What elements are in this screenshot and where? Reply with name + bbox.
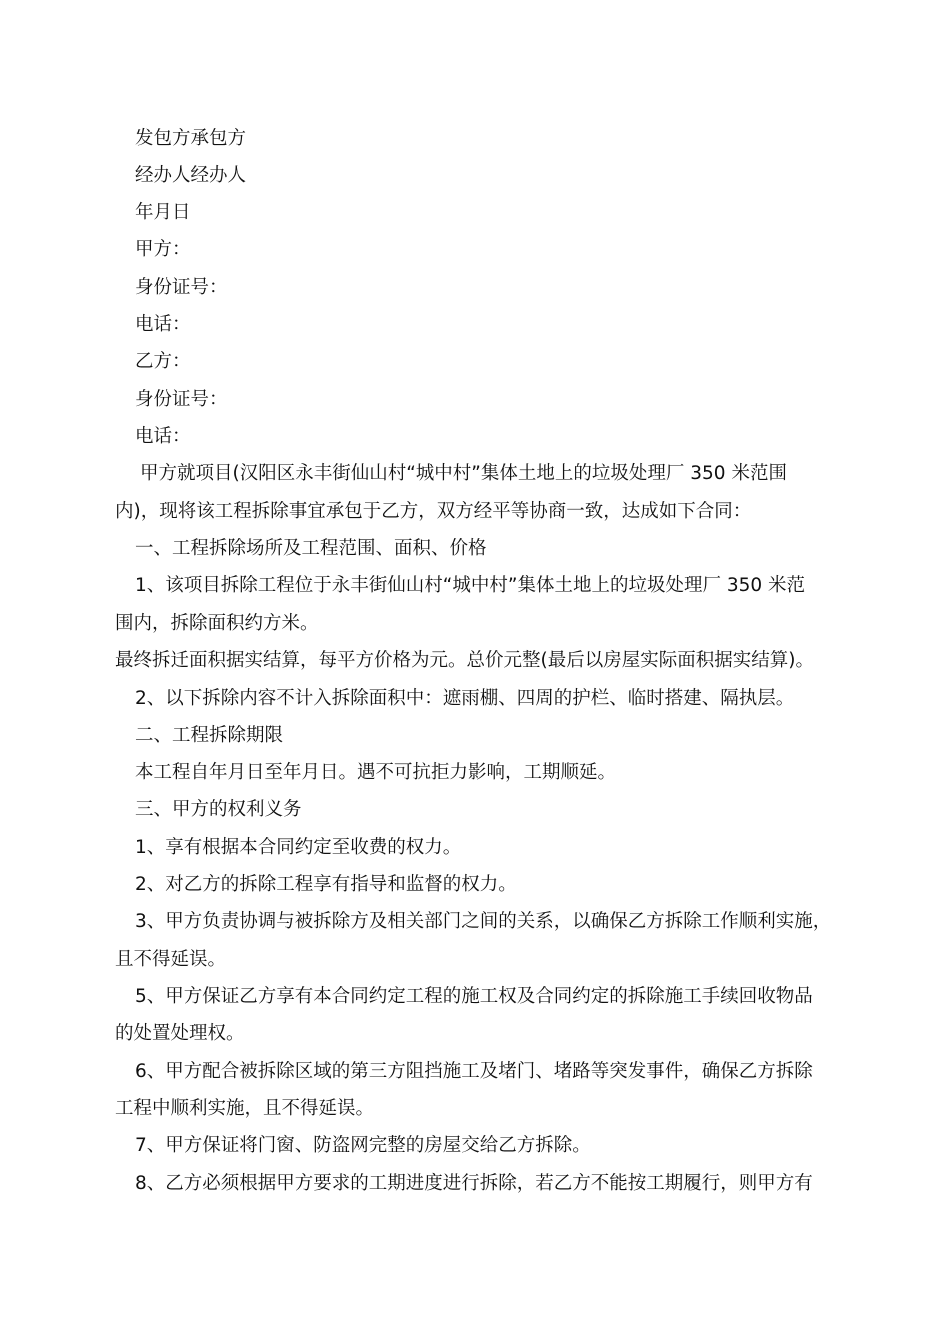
party-a-id-label: 身份证号：: [135, 277, 228, 298]
clause-3-5-line-2: 的处置处理权。: [115, 1023, 245, 1044]
clause-3-2: 2、对乙方的拆除工程享有指导和监督的权力。: [135, 874, 517, 895]
clause-3-5-line-1: 5、甲方保证乙方享有本合同约定工程的施工权及合同约定的拆除施工手续回收物品: [135, 986, 813, 1007]
section-2-text: 本工程自年月日至年月日。遇不可抗拒力影响，工期顺延。: [135, 762, 617, 783]
clause-1-1-line-3: 最终拆迁面积据实结算，每平方价格为元。总价元整(最后以房屋实际面积据实结算)。: [115, 650, 814, 671]
party-b-label: 乙方：: [135, 351, 191, 372]
party-b-phone-label: 电话：: [135, 426, 191, 447]
party-b-id-label: 身份证号：: [135, 389, 228, 410]
clause-3-3-line-1: 3、甲方负责协调与被拆除方及相关部门之间的关系，以确保乙方拆除工作顺利实施，: [135, 911, 832, 932]
clause-3-6-line-1: 6、甲方配合被拆除区域的第三方阻挡施工及堵门、堵路等突发事件，确保乙方拆除: [135, 1061, 813, 1082]
section-2-heading: 二、工程拆除期限: [135, 725, 284, 746]
clause-3-7: 7、甲方保证将门窗、防盗网完整的房屋交给乙方拆除。: [135, 1135, 591, 1156]
clause-3-3-line-2: 且不得延误。: [115, 949, 227, 970]
signature-agents-line: 经办人经办人: [135, 165, 247, 186]
clause-3-6-line-2: 工程中顺利实施，且不得延误。: [115, 1098, 375, 1119]
clause-1-1-line-2: 围内，拆除面积约方米。: [115, 613, 319, 634]
party-a-phone-label: 电话：: [135, 314, 191, 335]
clause-1-2: 2、以下拆除内容不计入拆除面积中：遮雨棚、四周的护栏、临时搭建、隔执层。: [135, 688, 795, 709]
clause-3-8-line-1: 8、乙方必须根据甲方要求的工期进度进行拆除，若乙方不能按工期履行，则甲方有: [135, 1173, 813, 1194]
intro-paragraph-line-1: 甲方就项目(汉阳区永丰街仙山村“城中村”集体土地上的垃圾处理厂 350 米范围: [140, 463, 787, 484]
clause-1-1-line-1: 1、该项目拆除工程位于永丰街仙山村“城中村”集体土地上的垃圾处理厂 350 米范: [135, 575, 806, 596]
party-a-label: 甲方：: [135, 239, 191, 260]
section-1-heading: 一、工程拆除场所及工程范围、面积、价格: [135, 538, 487, 559]
signature-date-line: 年月日: [135, 202, 191, 223]
section-3-heading: 三、甲方的权利义务: [135, 799, 302, 820]
intro-paragraph-line-2: 内)，现将该工程拆除事宜承包于乙方，双方经平等协商一致，达成如下合同：: [115, 501, 752, 522]
clause-3-1: 1、享有根据本合同约定至收费的权力。: [135, 837, 462, 858]
signature-parties-line: 发包方承包方: [135, 128, 247, 149]
